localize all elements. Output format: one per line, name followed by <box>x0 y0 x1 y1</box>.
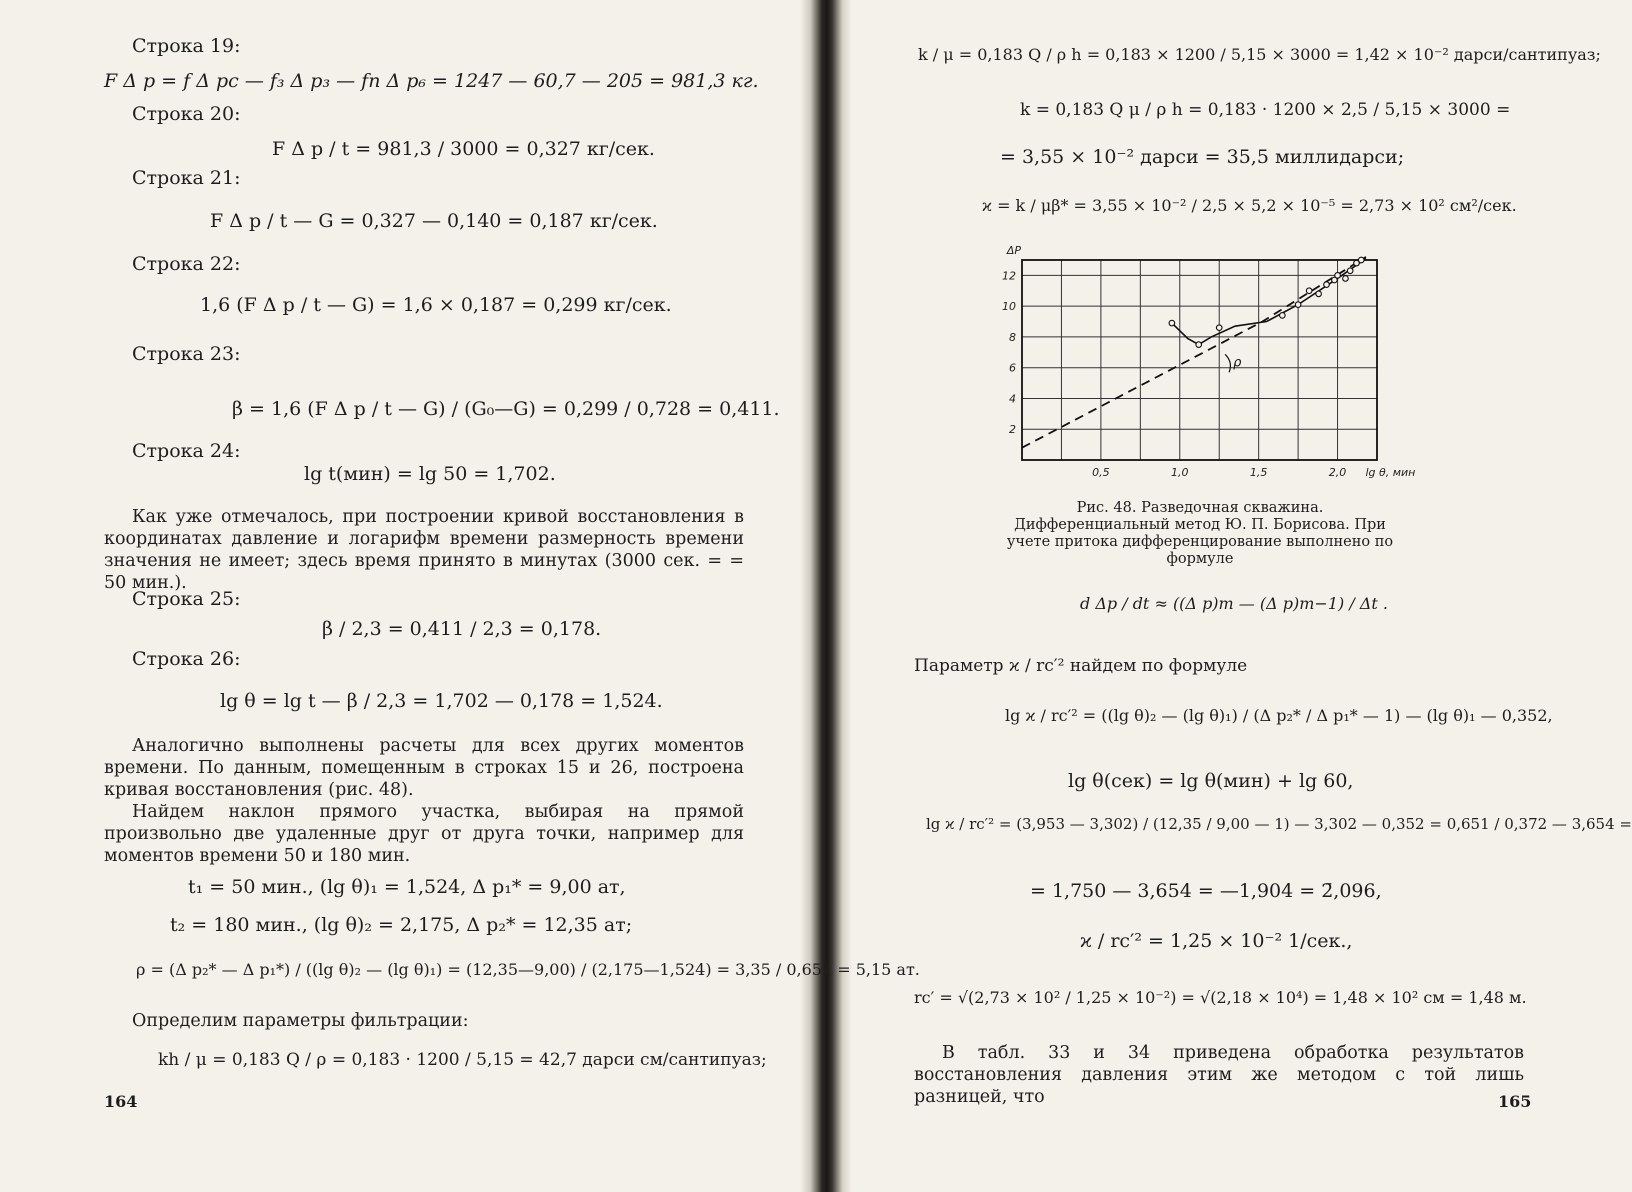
data-point <box>1347 268 1353 274</box>
parameter-line: Параметр ϰ / rс′² найдем по формуле <box>914 656 1248 676</box>
chart-grid <box>1022 260 1377 460</box>
paragraph-3: Найдем наклон прямого участка, выбирая на прямой произвольно две удаленные друг от друга точки, например для моментов времени 50 и 180 мин. <box>104 802 744 866</box>
data-point <box>1169 320 1175 326</box>
row24-equation: lg t(мин) = lg 50 = 1,702. <box>304 463 556 485</box>
equation-kh: kh / μ = 0,183 Q / ρ = 0,183 · 1200 / 5,15 = 42,7 дарси см/сантипуаз; <box>158 1050 767 1070</box>
y-tick-label: 10 <box>1002 300 1016 314</box>
chart-labels <box>1002 244 1415 479</box>
figure-caption: Рис. 48. Разведочная скважина. Дифференциальный метод Ю. П. Борисова. При учете притока дифференцирование выполнено по формуле <box>1006 500 1394 567</box>
x-tick-label: 2,0 <box>1328 466 1347 479</box>
data-point <box>1335 273 1341 279</box>
row26-label: Строка 26: <box>132 648 241 670</box>
x-tick-label: 0,5 <box>1092 466 1110 479</box>
chart-frame <box>1022 260 1377 460</box>
book-gutter <box>800 0 852 1192</box>
x-tick-label: 1,5 <box>1249 466 1268 479</box>
row19-label: Строка 19: <box>132 35 241 57</box>
row21-equation: F Δ p / t — G = 0,327 — 0,140 = 0,187 кг/сек. <box>210 210 658 232</box>
y-tick-label: 12 <box>1002 269 1016 283</box>
chart-axes <box>1022 260 1377 460</box>
paragraph-4: Определим параметры фильтрации: <box>132 1011 469 1031</box>
data-point <box>1216 325 1222 331</box>
page-number-right: 165 <box>1498 1092 1532 1111</box>
row23-label: Строка 23: <box>132 343 241 365</box>
paragraph-2: Аналогично выполнены расчеты для всех других моментов времени. По данным, помещенным в строках 15 и 26, построена кривая восстановления (рис. 48). <box>104 736 744 800</box>
x-tick-label: 1,0 <box>1171 466 1189 479</box>
row23-equation: β = 1,6 (F Δ p / t — G) / (G₀—G) = 0,299 / 0,728 = 0,411. <box>232 398 780 420</box>
row21-label: Строка 21: <box>132 167 241 189</box>
data-point <box>1358 257 1364 263</box>
equation-t1: t₁ = 50 мин., (lg θ)₁ = 1,524, Δ p₁* = 9,00 ат, <box>188 876 626 898</box>
row25-equation: β / 2,3 = 0,411 / 2,3 = 0,178. <box>322 618 602 640</box>
equation-lg-4: = 1,750 — 3,654 = —1,904 = 2̄,096, <box>1030 880 1382 902</box>
x-axis-label: lg θ, мин <box>1365 466 1416 479</box>
data-point <box>1280 313 1286 319</box>
data-point <box>1196 342 1202 348</box>
equation-lg-1: lg ϰ / rс′² = ((lg θ)₂ — (lg θ)₁) / (Δ p₂* / Δ p₁* — 1) — (lg θ)₁ — 0,352, <box>1005 706 1553 725</box>
data-point <box>1306 288 1312 294</box>
rho-angle-arc <box>1225 354 1230 372</box>
equation-lg-3: lg ϰ / rс′² = (3,953 — 3,302) / (12,35 / 9,00 — 1) — 3,302 — 0,352 = 0,651 / 0,372 — 3,654 = <box>926 815 1632 833</box>
equation-t2: t₂ = 180 мин., (lg θ)₂ = 2,175, Δ p₂* = 12,35 ат; <box>170 914 633 936</box>
y-tick-label: 8 <box>1009 330 1016 344</box>
row24-label: Строка 24: <box>132 440 241 462</box>
y-tick-label: 6 <box>1009 361 1016 375</box>
paragraph-end: В табл. 33 и 34 приведена обработка результатов восстановления давления этим же методом с той лишь разницей, что <box>914 1043 1524 1107</box>
chart-series <box>1022 257 1366 448</box>
row19-equation: F Δ p = f Δ pс — f₃ Δ p₃ — fп Δ p₆ = 1247 — 60,7 — 205 = 981,3 кг. <box>104 70 759 92</box>
page-number-left: 164 <box>104 1092 138 1111</box>
row22-equation: 1,6 (F Δ p / t — G) = 1,6 × 0,187 = 0,299 кг/сек. <box>200 294 672 316</box>
y-tick-label: 4 <box>1009 392 1016 406</box>
data-point <box>1343 276 1349 282</box>
equation-rho: ρ = (Δ p₂* — Δ p₁*) / ((lg θ)₂ — (lg θ)₁) = (12,35—9,00) / (2,175—1,524) = 3,35 / 0,651 = 5,15 ат. <box>136 960 920 979</box>
data-point <box>1316 291 1322 297</box>
equation-k-value: = 3,55 × 10⁻² дарси = 35,5 миллидарси; <box>1000 146 1405 168</box>
equation-k: k = 0,183 Q μ / ρ h = 0,183 · 1200 × 2,5 / 5,15 × 3000 = <box>1020 100 1511 120</box>
equation-rc: rс′ = √(2,73 × 10² / 1,25 × 10⁻²) = √(2,18 × 10⁴) = 1,48 × 10² см = 1,48 м. <box>914 988 1527 1007</box>
figure-48-chart <box>1000 240 1420 490</box>
series-dashed-line <box>1022 257 1366 448</box>
paragraph-1: Как уже отмечалось, при построении кривой восстановления в координатах давление и логарифм времени размерность времени значения не имеет; здесь время принято в минутах (3000 сек. = = 50 мин.). <box>104 507 744 593</box>
y-tick-label: 2 <box>1009 423 1016 437</box>
row26-equation: lg θ = lg t — β / 2,3 = 1,702 — 0,178 = 1,524. <box>220 690 663 712</box>
row20-equation: F Δ p / t = 981,3 / 3000 = 0,327 кг/сек. <box>272 138 655 160</box>
caption-equation: d Δp / dt ≈ ((Δ p)m — (Δ p)m−1) / Δt . <box>1080 594 1388 613</box>
row25-label: Строка 25: <box>132 588 241 610</box>
data-point <box>1324 282 1330 288</box>
row20-label: Строка 20: <box>132 103 241 125</box>
row22-label: Строка 22: <box>132 253 241 275</box>
rho-annotation: ρ <box>1233 355 1242 371</box>
equation-k-mu: k / μ = 0,183 Q / ρ h = 0,183 × 1200 / 5,15 × 3000 = 1,42 × 10⁻² дарси/сантипуаз; <box>918 45 1601 64</box>
right-page <box>850 0 1632 1192</box>
y-axis-label: ΔP <box>1006 244 1022 257</box>
equation-lg-2: lg θ(сек) = lg θ(мин) + lg 60, <box>1068 770 1354 792</box>
series-solid-curve <box>1172 258 1366 344</box>
equation-kappa: ϰ = k / μβ* = 3,55 × 10⁻² / 2,5 × 5,2 × 10⁻⁵ = 2,73 × 10² см²/сек. <box>982 196 1517 215</box>
equation-lg-5: ϰ / rс′² = 1,25 × 10⁻² 1/сек., <box>1080 930 1353 952</box>
data-point <box>1295 302 1301 308</box>
